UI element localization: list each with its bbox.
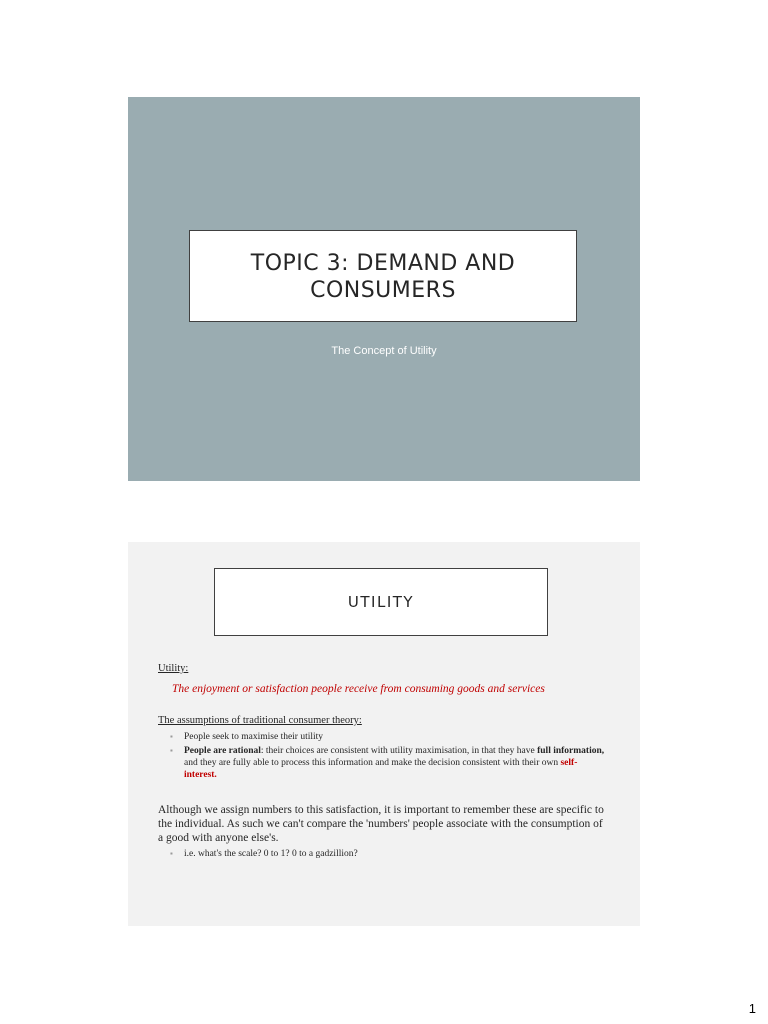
- slide-subtitle: The Concept of Utility: [331, 345, 437, 357]
- scale-paragraph: Although we assign numbers to this satisfaction, it is important to remember these are specific to the individual. As such we can't compare the 'numbers' people associate with the consumption of a good with anyone else's.: [158, 804, 604, 844]
- bullet-icon: ▪: [170, 732, 173, 741]
- slide-content: [158, 662, 608, 862]
- bullet-bold-text: full information,: [537, 746, 605, 756]
- bullet-icon: ▪: [170, 746, 173, 755]
- bullet-text: i.e. what's the scale? 0 to 1? 0 to a gadzillion?: [184, 849, 358, 859]
- title-slide: [128, 97, 640, 481]
- list-item: [170, 848, 608, 860]
- assumptions-heading: The assumptions of traditional consumer theory:: [158, 715, 362, 726]
- scale-list: [158, 848, 608, 860]
- list-item: [170, 731, 608, 743]
- title-box: [189, 230, 577, 322]
- bullet-bold-text: People are rational: [184, 746, 261, 756]
- bullet-text: People seek to maximise their utility: [184, 732, 324, 742]
- bullet-highlight-text: self-interest.: [184, 758, 578, 780]
- list-item: [170, 745, 608, 781]
- utility-title-box: [214, 568, 548, 636]
- utility-slide: [128, 542, 640, 926]
- bullet-icon: ▪: [170, 849, 173, 858]
- bullet-text: : their choices are consistent with utility maximisation, in that they have: [260, 746, 538, 756]
- bullet-text: and they are fully able to process this information and make the decision consistent with their own: [184, 758, 561, 768]
- assumptions-list: [158, 731, 608, 781]
- utility-slide-title: UTILITY: [347, 593, 415, 611]
- utility-heading: Utility:: [158, 663, 189, 674]
- slide-title: TOPIC 3: DEMAND AND CONSUMERS: [250, 251, 516, 303]
- utility-definition: The enjoyment or satisfaction people receive from consuming goods and services: [172, 683, 545, 695]
- page-number: 1: [748, 1001, 756, 1016]
